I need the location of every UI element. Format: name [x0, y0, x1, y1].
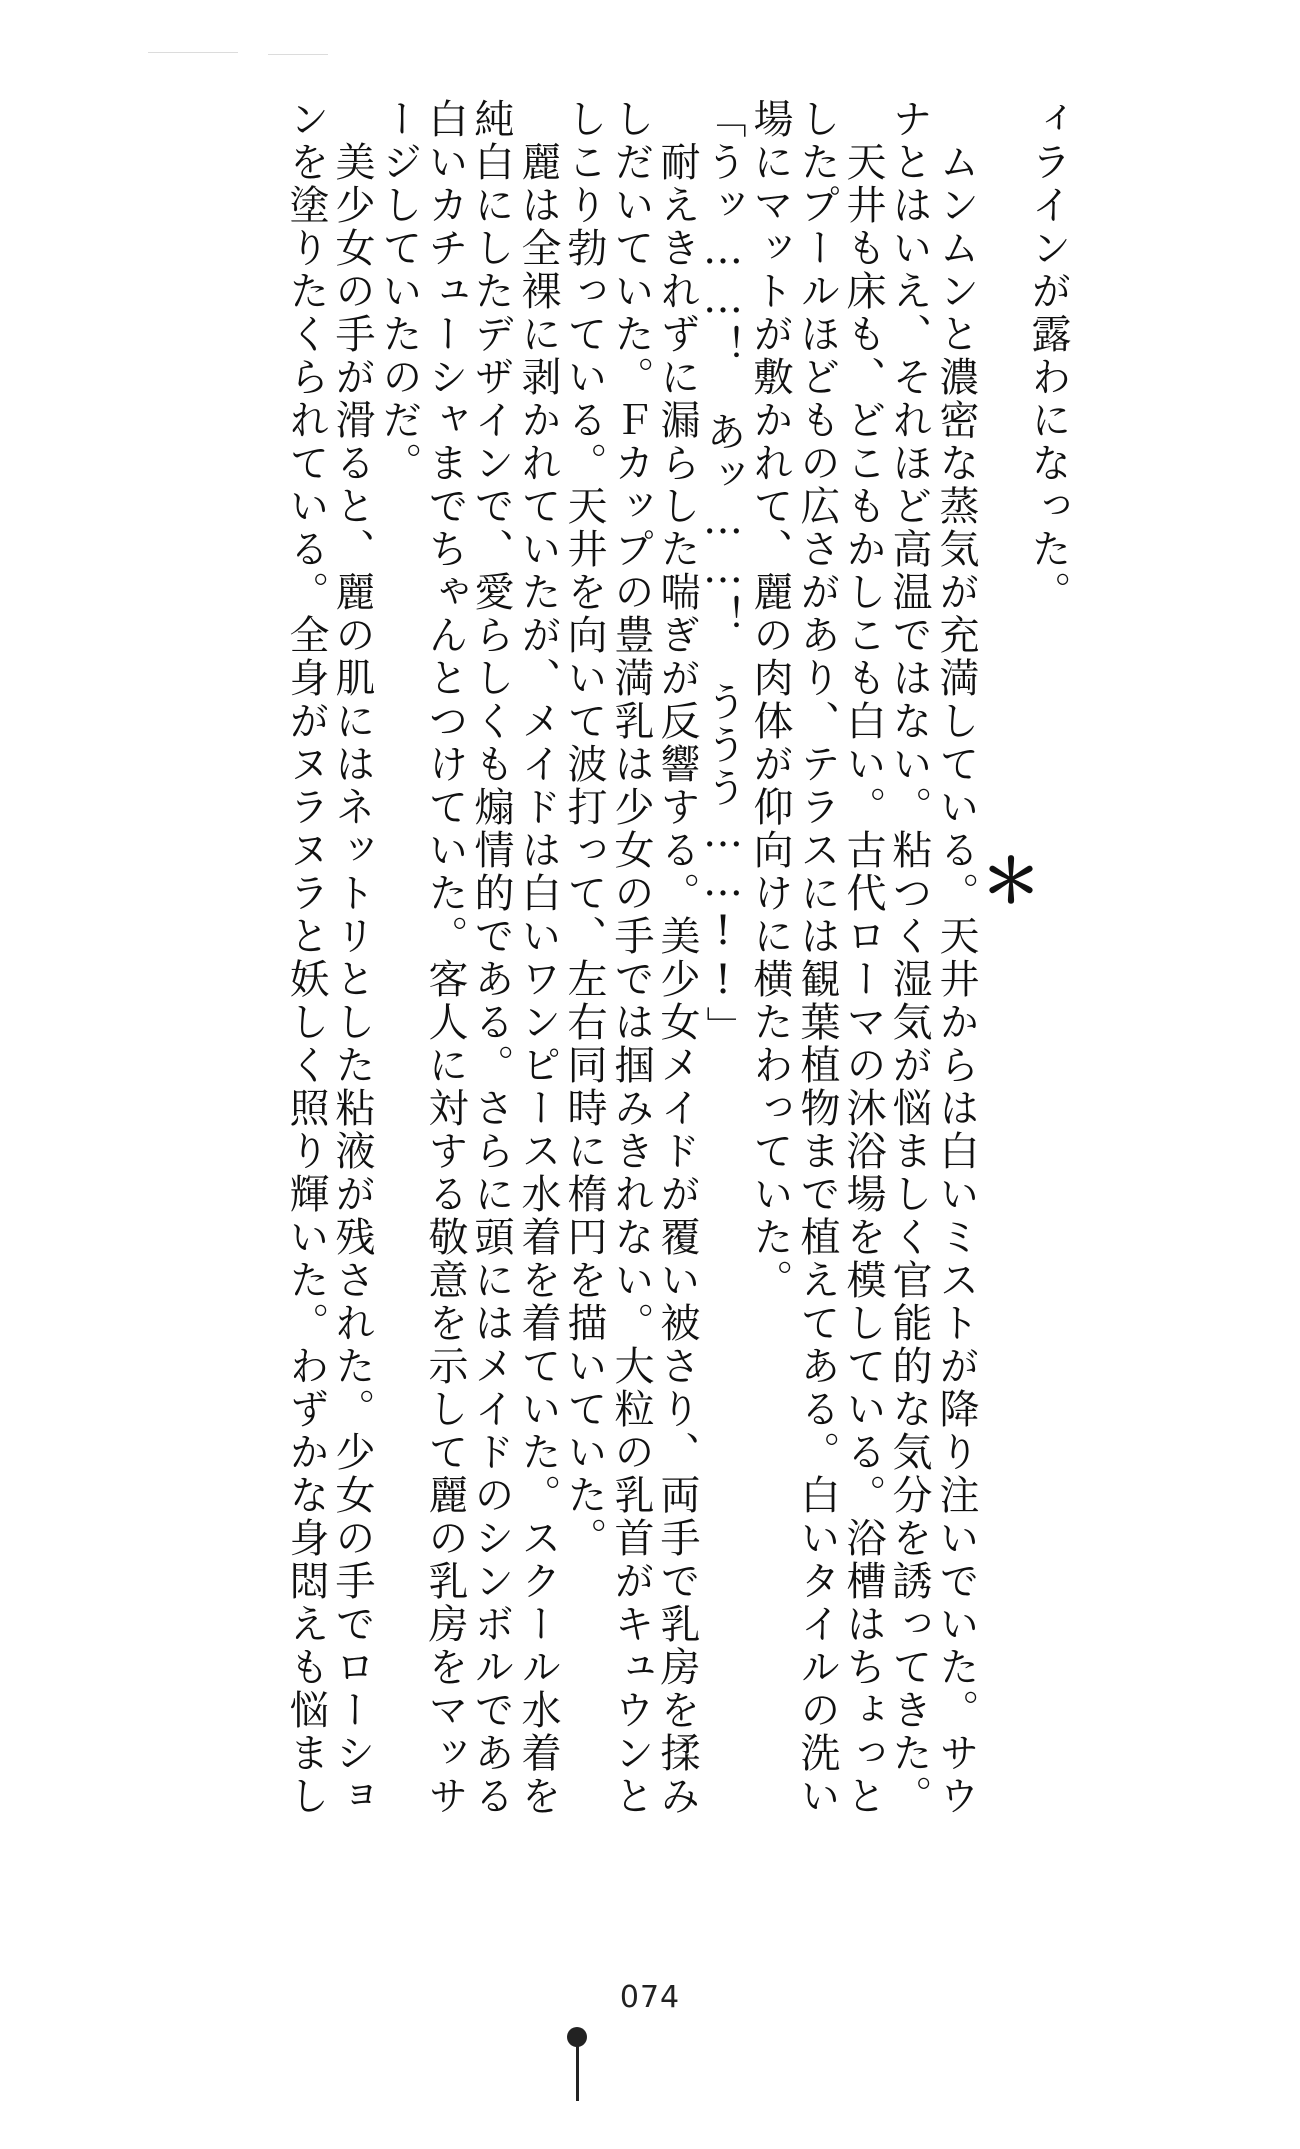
section-break-mark: ＊	[981, 847, 1041, 917]
text-column: ージしていたのだ。	[376, 98, 422, 485]
page-number: 074	[619, 1980, 681, 2015]
text-column: しだいていた。Ｆカップの豊満乳は少女の手では掴みきれない。大粒の乳首がキュウンと	[608, 98, 654, 1818]
text-column: ィラインが露わになった。	[1025, 98, 1071, 614]
text-column: したプールほどもの広さがあり、テラスには観葉植物まで植えてある。白いタイルの洗い	[794, 98, 840, 1818]
text-column: 場にマットが敷かれて、麗の肉体が仰向けに横たわっていた。	[747, 98, 793, 1302]
text-column: 白いカチューシャまでちゃんとつけていた。客人に対する敬意を示して麗の乳房をマッサ	[422, 98, 468, 1818]
scan-artifact	[148, 52, 238, 53]
text-column: 天井も床も、どこもかしこも白い。古代ローマの沐浴場を模している。浴槽はちょっと	[840, 98, 886, 1818]
text-column: ナとはいえ、それほど高温ではない。粘つく湿気が悩ましく官能的な気分を誘ってきた。	[886, 98, 932, 1818]
text-column: 「うッ……！ あッ……！ ううう……!!」	[700, 98, 746, 1049]
text-column: 純白にしたデザインで、愛らしくも煽情的である。さらに頭にはメイドのシンボルである	[468, 98, 514, 1818]
text-column: ムンムンと濃密な蒸気が充満している。天井からは白いミストが降り注いでいた。サウ	[933, 98, 979, 1818]
text-column: 耐えきれずに漏らした喘ぎが反響する。美少女メイドが覆い被さり、両手で乳房を揉み	[654, 98, 700, 1818]
folio-line	[576, 2045, 579, 2101]
text-column: ンを塗りたくられている。全身がヌラヌラと妖しく照り輝いた。わずかな身悶えも悩まし	[283, 98, 329, 1818]
folio-dot-icon	[567, 2027, 587, 2047]
text-column: しこり勃っている。天井を向いて波打って、左右同時に楕円を描いていた。	[561, 98, 607, 1560]
text-column: 美少女の手が滑ると、麗の肌にはネットリとした粘液が残された。少女の手でローショ	[329, 98, 375, 1818]
scan-artifact	[268, 54, 328, 55]
text-column: 麗は全裸に剥かれていたが、メイドは白いワンピース水着を着ていた。スクール水着を	[515, 98, 561, 1818]
